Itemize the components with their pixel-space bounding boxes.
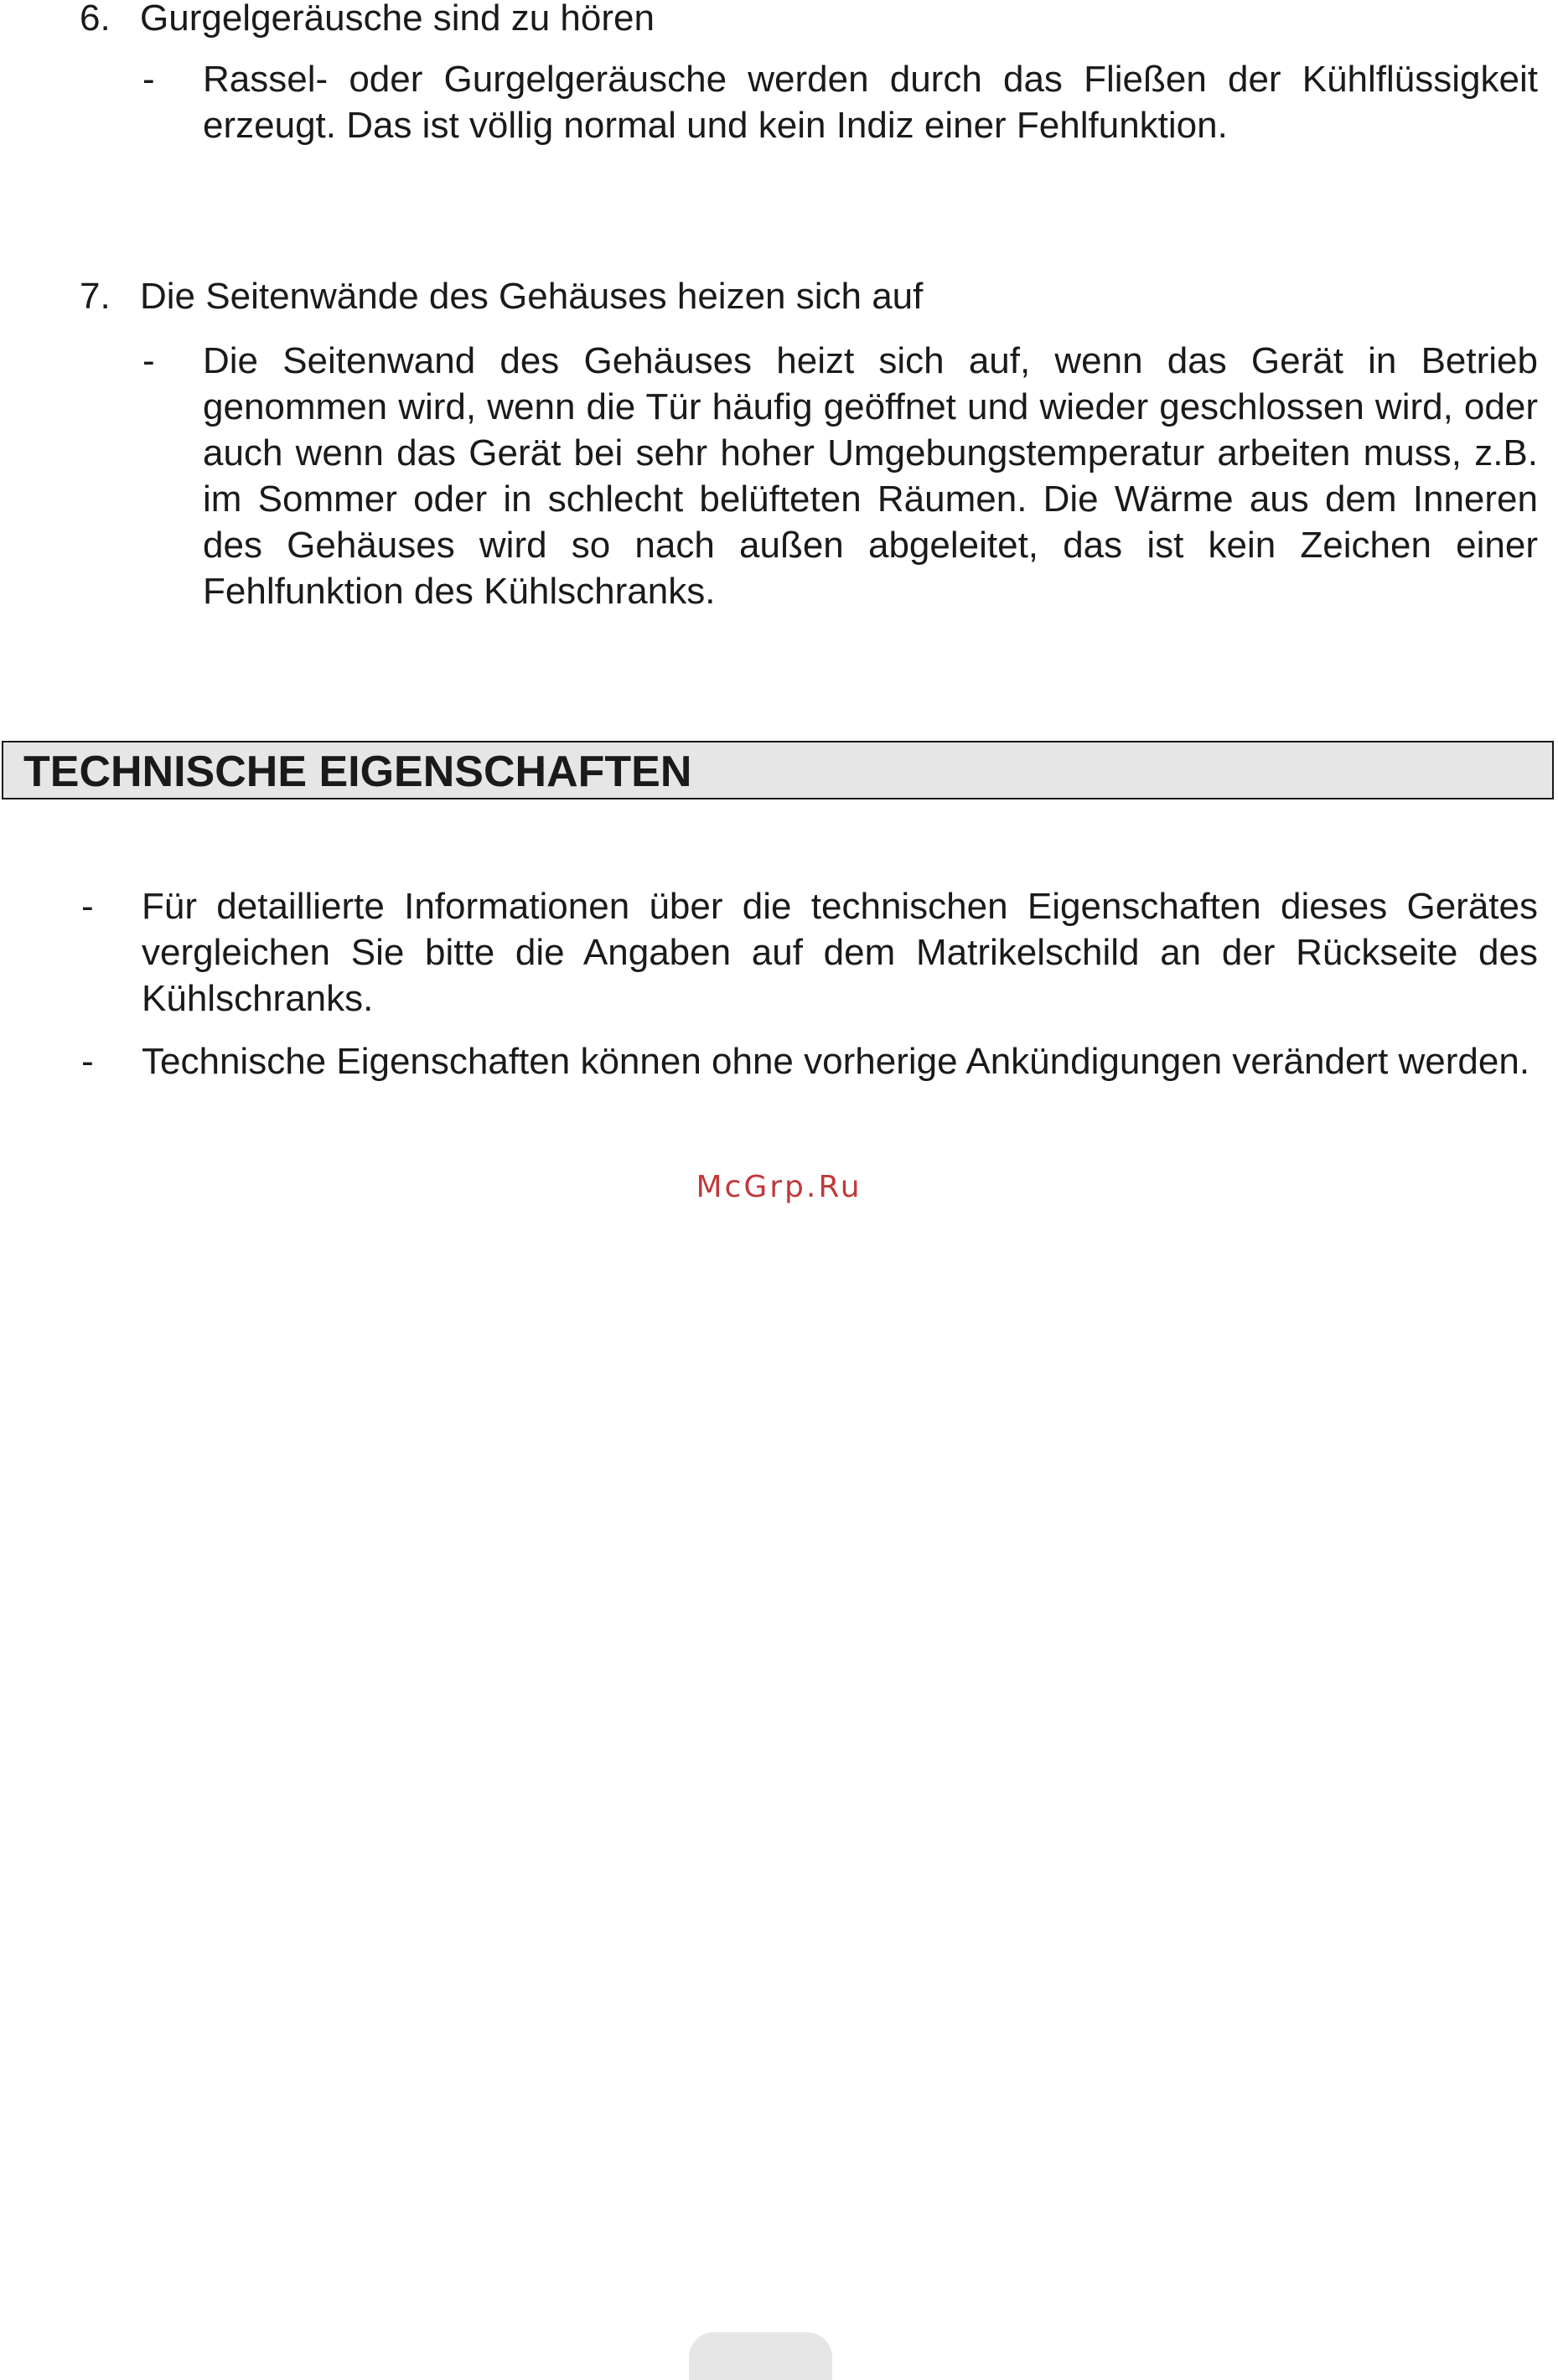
item-6-title: Gurgelgeräusche sind zu hören: [140, 0, 655, 39]
item-7-dash: -: [142, 340, 155, 381]
section-bullet-2-dash: -: [81, 1041, 94, 1082]
item-6-dash: -: [142, 59, 155, 100]
page-number-tab: [689, 2332, 832, 2380]
item-7-title: Die Seitenwände des Gehäuses heizen sich auf: [140, 276, 924, 317]
item-6-text: Rassel- oder Gurgelgeräusche werden durch das Fließen der Kühlflüssigkeit erzeugt. Das ist völlig normal und kein Indiz einer Fehlfunktion.: [203, 59, 1538, 146]
item-7-heading: [80, 273, 923, 319]
section-bullet-1-dash: -: [81, 886, 94, 927]
item-7-text: Die Seitenwand des Gehäuses heizt sich auf, wenn das Gerät in Betrieb genommen wird, wenn die Tür häufig geöffnet und wieder geschlossen wird, oder auch wenn das Gerät bei sehr hoher Umgebungstemperatur arbeiten muss, z.B. im Sommer oder in schlecht belüfteten Räumen. Die Wärme aus dem Inneren des Gehäuses wird so nach außen abgeleitet, das ist kein Zeichen einer Fehlfunktion des Kühlschranks.: [203, 340, 1538, 612]
item-6-number: 6.: [80, 0, 111, 39]
section-title: TECHNISCHE EIGENSCHAFTEN: [23, 748, 692, 796]
section-bullet-1-text: Für detaillierte Informationen über die technischen Eigenschaften dieses Gerätes vergleichen Sie bitte die Angaben auf dem Matrikelschild an der Rückseite des Kühlschranks.: [142, 886, 1538, 1019]
watermark: McGrp.Ru: [696, 1170, 862, 1204]
item-6-heading: [80, 0, 655, 41]
section-bullet-2-text: Technische Eigenschaften können ohne vorherige Ankündigungen verändert werden.: [142, 1041, 1530, 1082]
section-header-box: [2, 741, 1554, 799]
item-7-number: 7.: [80, 276, 111, 317]
